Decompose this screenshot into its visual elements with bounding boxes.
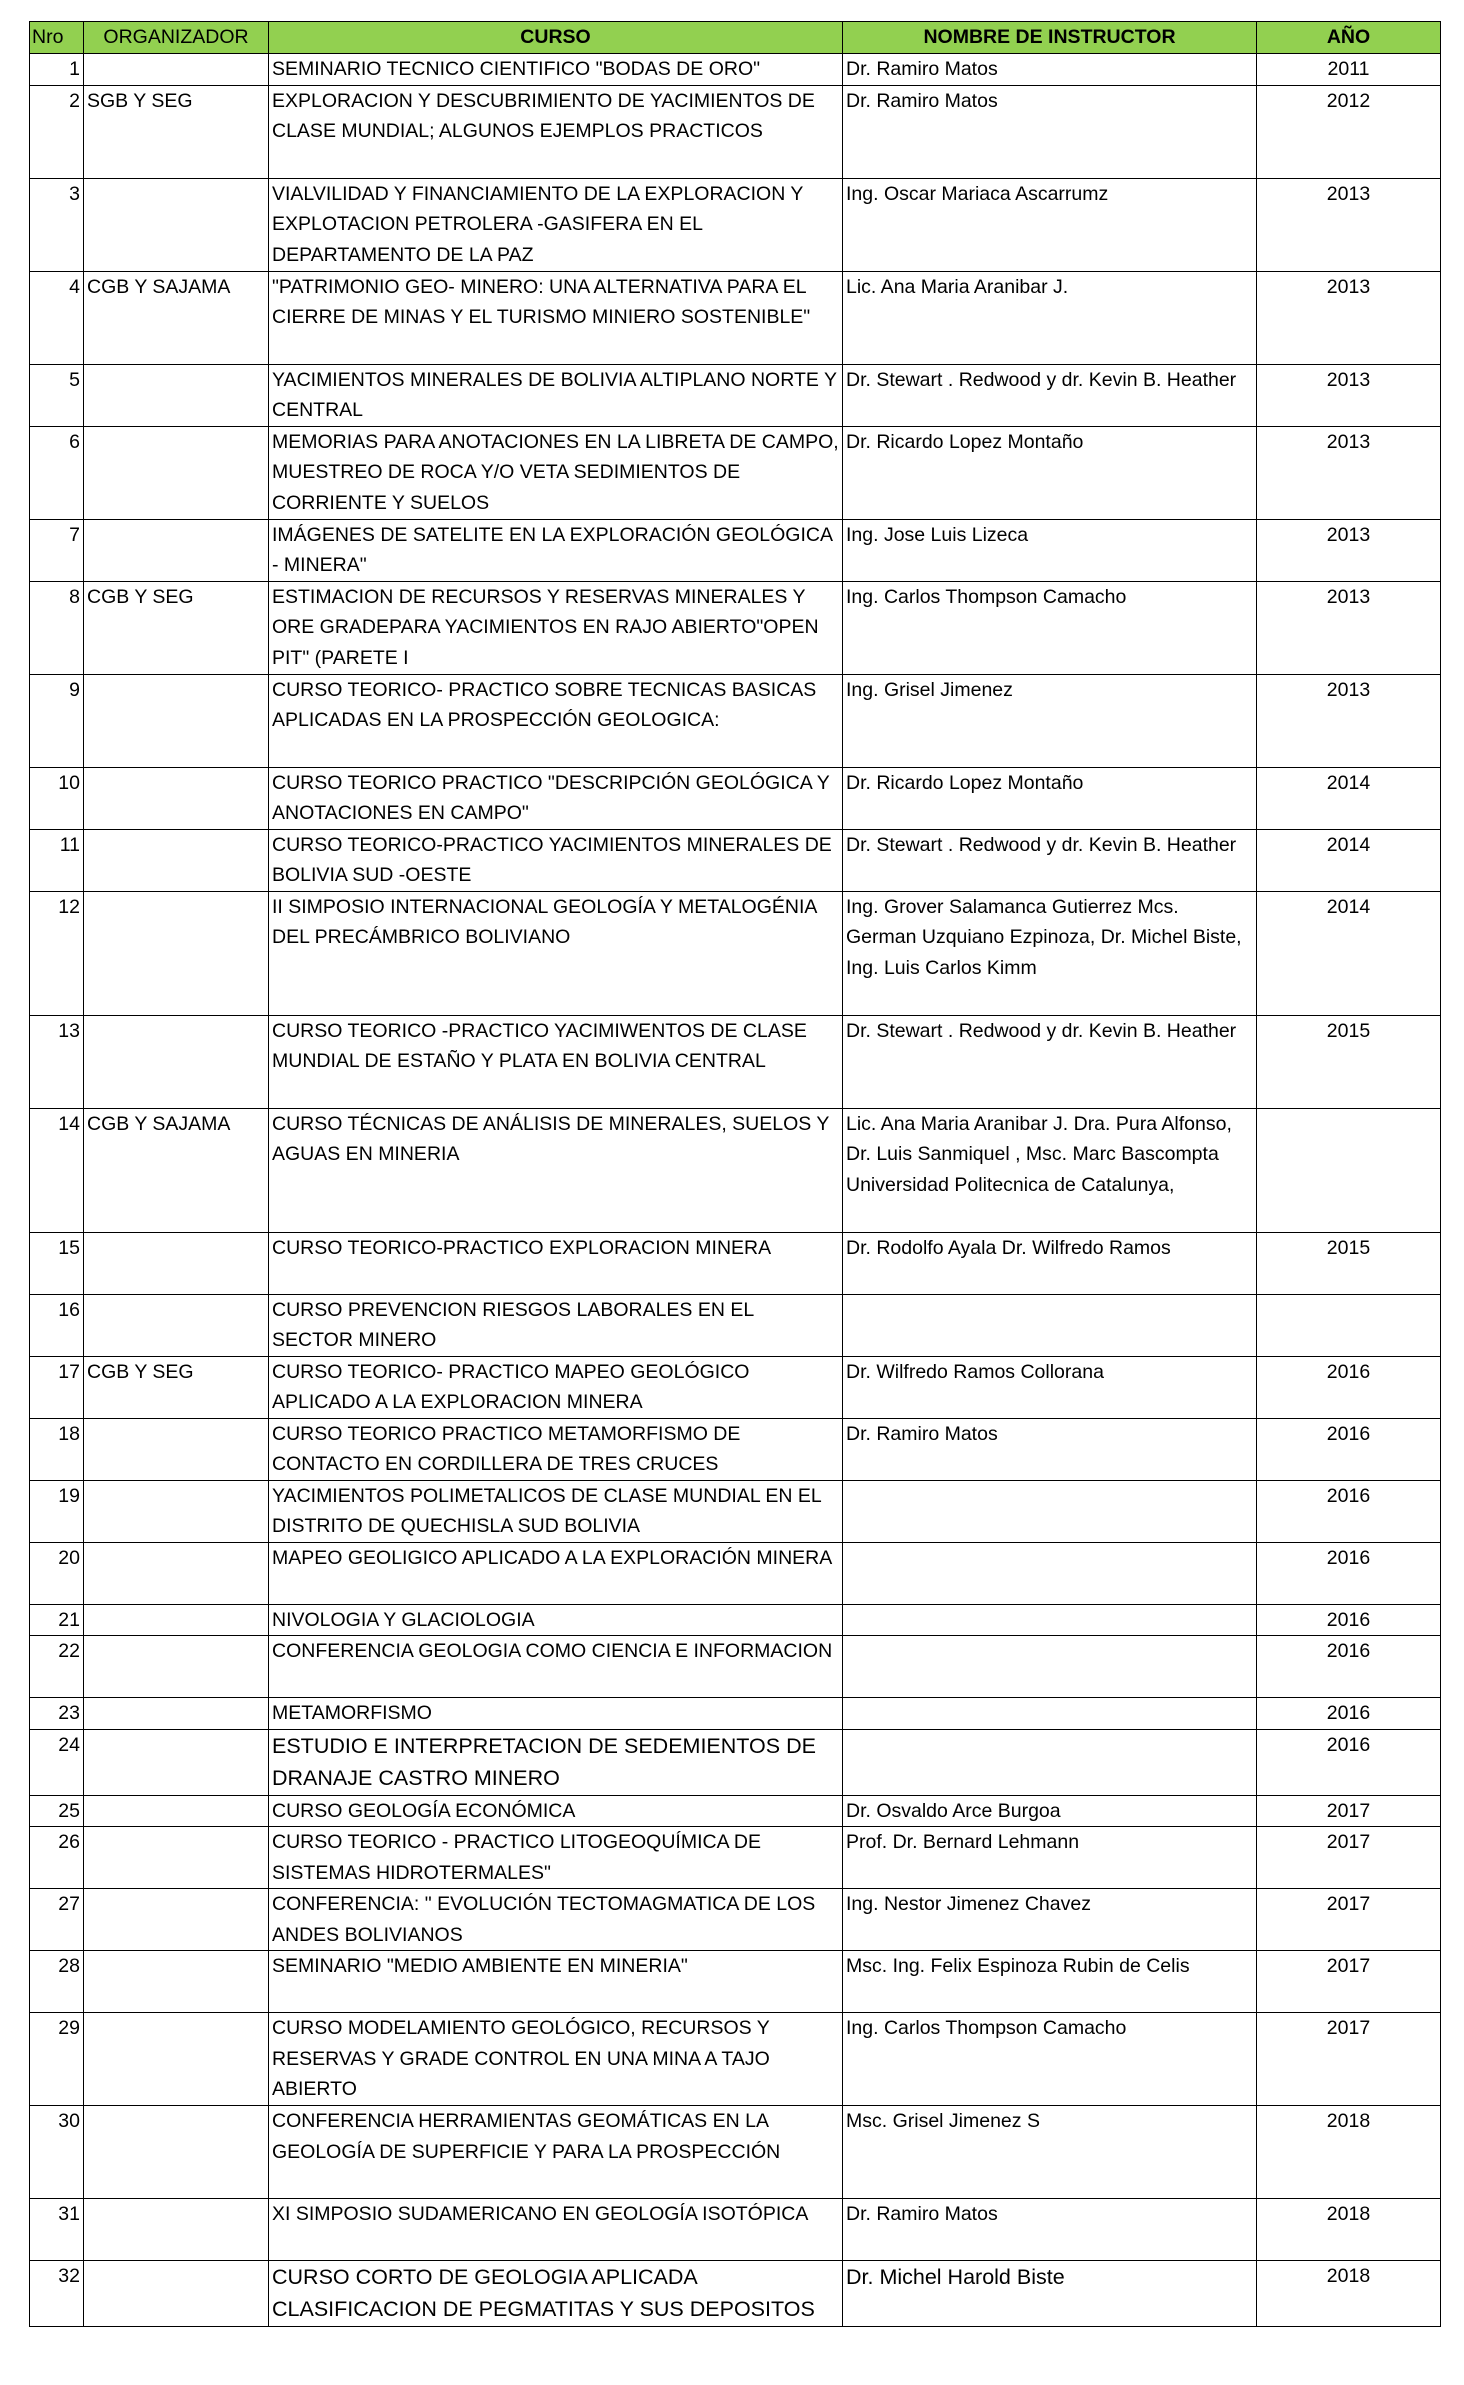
cell-instructor — [843, 1542, 1257, 1604]
cell-nro: 27 — [30, 1889, 84, 1951]
cell-nro: 12 — [30, 891, 84, 1015]
cell-instructor: Dr. Ricardo Lopez Montaño — [843, 767, 1257, 829]
cell-curso: II SIMPOSIO INTERNACIONAL GEOLOGÍA Y METALOGÉNIA DEL PRECÁMBRICO BOLIVIANO — [269, 891, 843, 1015]
cell-anio: 2011 — [1257, 54, 1441, 86]
table-row — [30, 1636, 1441, 1698]
cell-curso: VIALVILIDAD Y FINANCIAMIENTO DE LA EXPLORACION Y EXPLOTACION PETROLERA -GASIFERA EN EL DEPARTAMENTO DE LA PAZ — [269, 178, 843, 271]
table-row — [30, 54, 1441, 86]
cell-nro: 23 — [30, 1698, 84, 1730]
cell-organizador — [84, 1729, 269, 1795]
table-body — [30, 54, 1441, 2327]
cell-curso: CURSO PREVENCION RIESGOS LABORALES EN EL SECTOR MINERO — [269, 1294, 843, 1356]
cell-nro: 26 — [30, 1827, 84, 1889]
cell-curso: CURSO TEORICO-PRACTICO EXPLORACION MINERA — [269, 1232, 843, 1294]
cell-anio: 2017 — [1257, 1951, 1441, 2013]
cell-organizador: SGB Y SEG — [84, 85, 269, 178]
cell-curso: CURSO TEORICO-PRACTICO YACIMIENTOS MINERALES DE BOLIVIA SUD -OESTE — [269, 829, 843, 891]
cell-anio: 2018 — [1257, 2199, 1441, 2261]
cell-curso: CURSO GEOLOGÍA ECONÓMICA — [269, 1795, 843, 1827]
table-row — [30, 364, 1441, 426]
table-row — [30, 2261, 1441, 2327]
cell-curso: YACIMIENTOS POLIMETALICOS DE CLASE MUNDIAL EN EL DISTRITO DE QUECHISLA SUD BOLIVIA — [269, 1480, 843, 1542]
cell-anio: 2018 — [1257, 2261, 1441, 2327]
table-row — [30, 1108, 1441, 1232]
table-row — [30, 85, 1441, 178]
cell-organizador — [84, 1542, 269, 1604]
cell-instructor: Dr. Osvaldo Arce Burgoa — [843, 1795, 1257, 1827]
cell-instructor: Ing. Nestor Jimenez Chavez — [843, 1889, 1257, 1951]
cell-instructor: Ing. Carlos Thompson Camacho — [843, 2013, 1257, 2106]
cell-organizador — [84, 426, 269, 519]
cell-organizador: CGB Y SAJAMA — [84, 271, 269, 364]
cell-instructor — [843, 1698, 1257, 1730]
cell-curso: MAPEO GEOLIGICO APLICADO A LA EXPLORACIÓN MINERA — [269, 1542, 843, 1604]
cell-organizador — [84, 891, 269, 1015]
cell-organizador — [84, 829, 269, 891]
cell-anio: 2016 — [1257, 1636, 1441, 1698]
cell-anio: 2016 — [1257, 1542, 1441, 1604]
cell-organizador — [84, 2013, 269, 2106]
cell-organizador: CGB Y SEG — [84, 1356, 269, 1418]
cell-anio: 2014 — [1257, 767, 1441, 829]
cell-anio: 2014 — [1257, 829, 1441, 891]
cell-anio: 2017 — [1257, 1795, 1441, 1827]
table-row — [30, 1294, 1441, 1356]
table-row — [30, 1356, 1441, 1418]
table-row — [30, 271, 1441, 364]
cell-organizador — [84, 54, 269, 86]
cell-instructor: Msc. Grisel Jimenez S — [843, 2106, 1257, 2199]
cell-anio: 2016 — [1257, 1604, 1441, 1636]
cell-nro: 17 — [30, 1356, 84, 1418]
cell-instructor: Prof. Dr. Bernard Lehmann — [843, 1827, 1257, 1889]
cell-anio: 2013 — [1257, 519, 1441, 581]
cell-organizador — [84, 2199, 269, 2261]
cell-curso: CURSO TEORICO- PRACTICO MAPEO GEOLÓGICO APLICADO A LA EXPLORACION MINERA — [269, 1356, 843, 1418]
cell-nro: 6 — [30, 426, 84, 519]
cell-organizador — [84, 1015, 269, 1108]
header-instructor: NOMBRE DE INSTRUCTOR — [843, 22, 1257, 54]
cell-nro: 22 — [30, 1636, 84, 1698]
cell-curso: CURSO TEORICO -PRACTICO YACIMIWENTOS DE CLASE MUNDIAL DE ESTAÑO Y PLATA EN BOLIVIA CENTRAL — [269, 1015, 843, 1108]
table-row — [30, 891, 1441, 1015]
cell-curso: XI SIMPOSIO SUDAMERICANO EN GEOLOGÍA ISOTÓPICA — [269, 2199, 843, 2261]
cell-organizador — [84, 519, 269, 581]
cell-instructor: Dr. Wilfredo Ramos Collorana — [843, 1356, 1257, 1418]
cell-nro: 15 — [30, 1232, 84, 1294]
table-row — [30, 426, 1441, 519]
cell-curso: SEMINARIO "MEDIO AMBIENTE EN MINERIA" — [269, 1951, 843, 2013]
cell-anio: 2013 — [1257, 364, 1441, 426]
cell-nro: 10 — [30, 767, 84, 829]
cell-anio: 2016 — [1257, 1418, 1441, 1480]
cell-organizador — [84, 178, 269, 271]
cell-curso: CONFERENCIA: " EVOLUCIÓN TECTOMAGMATICA DE LOS ANDES BOLIVIANOS — [269, 1889, 843, 1951]
cell-anio: 2013 — [1257, 674, 1441, 767]
cell-instructor: Dr. Michel Harold Biste — [843, 2261, 1257, 2327]
cell-nro: 3 — [30, 178, 84, 271]
cell-anio: 2014 — [1257, 891, 1441, 1015]
courses-table — [29, 21, 1441, 2327]
cell-nro: 8 — [30, 581, 84, 674]
cell-curso: CURSO TEORICO- PRACTICO SOBRE TECNICAS BASICAS APLICADAS EN LA PROSPECCIÓN GEOLOGICA: — [269, 674, 843, 767]
cell-organizador — [84, 1698, 269, 1730]
cell-nro: 1 — [30, 54, 84, 86]
table-row — [30, 1480, 1441, 1542]
cell-nro: 29 — [30, 2013, 84, 2106]
table-row — [30, 1232, 1441, 1294]
cell-curso: CURSO TEORICO - PRACTICO LITOGEOQUÍMICA DE SISTEMAS HIDROTERMALES" — [269, 1827, 843, 1889]
table-row — [30, 767, 1441, 829]
cell-anio — [1257, 1294, 1441, 1356]
table-row — [30, 1729, 1441, 1795]
table-row — [30, 1604, 1441, 1636]
header-anio: AÑO — [1257, 22, 1441, 54]
cell-curso: NIVOLOGIA Y GLACIOLOGIA — [269, 1604, 843, 1636]
cell-anio: 2016 — [1257, 1729, 1441, 1795]
cell-anio: 2012 — [1257, 85, 1441, 178]
cell-nro: 19 — [30, 1480, 84, 1542]
cell-curso: ESTIMACION DE RECURSOS Y RESERVAS MINERALES Y ORE GRADEPARA YACIMIENTOS EN RAJO ABIERTO"OPEN PIT" (PARETE I — [269, 581, 843, 674]
cell-organizador — [84, 1827, 269, 1889]
cell-curso: METAMORFISMO — [269, 1698, 843, 1730]
cell-organizador — [84, 1418, 269, 1480]
cell-instructor: Dr. Ramiro Matos — [843, 54, 1257, 86]
header-organizador: ORGANIZADOR — [84, 22, 269, 54]
table-row — [30, 2013, 1441, 2106]
cell-curso: SEMINARIO TECNICO CIENTIFICO "BODAS DE ORO" — [269, 54, 843, 86]
cell-nro: 32 — [30, 2261, 84, 2327]
cell-curso: EXPLORACION Y DESCUBRIMIENTO DE YACIMIENTOS DE CLASE MUNDIAL; ALGUNOS EJEMPLOS PRACTICOS — [269, 85, 843, 178]
cell-nro: 30 — [30, 2106, 84, 2199]
cell-nro: 11 — [30, 829, 84, 891]
cell-organizador — [84, 364, 269, 426]
cell-anio: 2013 — [1257, 581, 1441, 674]
cell-organizador — [84, 1480, 269, 1542]
cell-organizador — [84, 2261, 269, 2327]
cell-curso: "PATRIMONIO GEO- MINERO: UNA ALTERNATIVA PARA EL CIERRE DE MINAS Y EL TURISMO MINIERO SOSTENIBLE" — [269, 271, 843, 364]
cell-nro: 9 — [30, 674, 84, 767]
cell-curso: CONFERENCIA HERRAMIENTAS GEOMÁTICAS EN LA GEOLOGÍA DE SUPERFICIE Y PARA LA PROSPECCIÓN — [269, 2106, 843, 2199]
cell-instructor: Ing. Grover Salamanca Gutierrez Mcs. German Uzquiano Ezpinoza, Dr. Michel Biste, Ing. Luis Carlos Kimm — [843, 891, 1257, 1015]
cell-instructor: Lic. Ana Maria Aranibar J. Dra. Pura Alfonso, Dr. Luis Sanmiquel , Msc. Marc Bascompta Universidad Politecnica de Catalunya, — [843, 1108, 1257, 1232]
cell-curso: CURSO MODELAMIENTO GEOLÓGICO, RECURSOS Y RESERVAS Y GRADE CONTROL EN UNA MINA A TAJO ABIERTO — [269, 2013, 843, 2106]
cell-instructor: Dr. Ramiro Matos — [843, 2199, 1257, 2261]
cell-curso: CURSO CORTO DE GEOLOGIA APLICADA CLASIFICACION DE PEGMATITAS Y SUS DEPOSITOS — [269, 2261, 843, 2327]
cell-instructor: Dr. Stewart . Redwood y dr. Kevin B. Heather — [843, 829, 1257, 891]
cell-curso: YACIMIENTOS MINERALES DE BOLIVIA ALTIPLANO NORTE Y CENTRAL — [269, 364, 843, 426]
cell-curso: CONFERENCIA GEOLOGIA COMO CIENCIA E INFORMACION — [269, 1636, 843, 1698]
table-row — [30, 1698, 1441, 1730]
cell-instructor — [843, 1636, 1257, 1698]
cell-nro: 4 — [30, 271, 84, 364]
cell-instructor: Dr. Ramiro Matos — [843, 85, 1257, 178]
cell-instructor — [843, 1294, 1257, 1356]
cell-nro: 13 — [30, 1015, 84, 1108]
table-row — [30, 1015, 1441, 1108]
cell-instructor: Msc. Ing. Felix Espinoza Rubin de Celis — [843, 1951, 1257, 2013]
cell-curso: IMÁGENES DE SATELITE EN LA EXPLORACIÓN GEOLÓGICA - MINERA" — [269, 519, 843, 581]
cell-instructor — [843, 1480, 1257, 1542]
table-header — [30, 22, 1441, 54]
cell-organizador: CGB Y SEG — [84, 581, 269, 674]
cell-anio: 2017 — [1257, 1827, 1441, 1889]
table-row — [30, 1889, 1441, 1951]
cell-instructor: Ing. Grisel Jimenez — [843, 674, 1257, 767]
cell-nro: 25 — [30, 1795, 84, 1827]
cell-nro: 31 — [30, 2199, 84, 2261]
cell-curso: CURSO TEORICO PRACTICO METAMORFISMO DE CONTACTO EN CORDILLERA DE TRES CRUCES — [269, 1418, 843, 1480]
header-curso: CURSO — [269, 22, 843, 54]
header-row — [30, 22, 1441, 54]
cell-anio: 2015 — [1257, 1232, 1441, 1294]
cell-organizador — [84, 1294, 269, 1356]
cell-organizador — [84, 1951, 269, 2013]
cell-organizador — [84, 1604, 269, 1636]
cell-organizador — [84, 1232, 269, 1294]
cell-nro: 16 — [30, 1294, 84, 1356]
cell-organizador — [84, 1795, 269, 1827]
cell-curso: CURSO TÉCNICAS DE ANÁLISIS DE MINERALES, SUELOS Y AGUAS EN MINERIA — [269, 1108, 843, 1232]
table-row — [30, 1418, 1441, 1480]
cell-instructor: Lic. Ana Maria Aranibar J. — [843, 271, 1257, 364]
cell-anio: 2016 — [1257, 1356, 1441, 1418]
cell-nro: 21 — [30, 1604, 84, 1636]
cell-curso: MEMORIAS PARA ANOTACIONES EN LA LIBRETA DE CAMPO, MUESTREO DE ROCA Y/O VETA SEDIMIENTOS DE CORRIENTE Y SUELOS — [269, 426, 843, 519]
cell-instructor: Dr. Ricardo Lopez Montaño — [843, 426, 1257, 519]
cell-organizador — [84, 1636, 269, 1698]
cell-anio: 2013 — [1257, 178, 1441, 271]
cell-anio: 2018 — [1257, 2106, 1441, 2199]
table-row — [30, 2199, 1441, 2261]
cell-nro: 24 — [30, 1729, 84, 1795]
cell-anio — [1257, 1108, 1441, 1232]
cell-organizador — [84, 1889, 269, 1951]
cell-instructor: Dr. Rodolfo Ayala Dr. Wilfredo Ramos — [843, 1232, 1257, 1294]
cell-organizador — [84, 2106, 269, 2199]
cell-instructor: Ing. Oscar Mariaca Ascarrumz — [843, 178, 1257, 271]
cell-nro: 28 — [30, 1951, 84, 2013]
cell-organizador — [84, 767, 269, 829]
cell-nro: 18 — [30, 1418, 84, 1480]
table-row — [30, 519, 1441, 581]
cell-anio: 2013 — [1257, 271, 1441, 364]
cell-instructor: Dr. Stewart . Redwood y dr. Kevin B. Heather — [843, 1015, 1257, 1108]
cell-nro: 2 — [30, 85, 84, 178]
table-row — [30, 1951, 1441, 2013]
cell-instructor: Dr. Ramiro Matos — [843, 1418, 1257, 1480]
cell-nro: 7 — [30, 519, 84, 581]
cell-anio: 2017 — [1257, 2013, 1441, 2106]
cell-nro: 14 — [30, 1108, 84, 1232]
table-row — [30, 581, 1441, 674]
cell-anio: 2017 — [1257, 1889, 1441, 1951]
cell-nro: 5 — [30, 364, 84, 426]
header-nro: Nro — [30, 22, 84, 54]
cell-anio: 2016 — [1257, 1480, 1441, 1542]
cell-instructor: Dr. Stewart . Redwood y dr. Kevin B. Heather — [843, 364, 1257, 426]
cell-curso: CURSO TEORICO PRACTICO "DESCRIPCIÓN GEOLÓGICA Y ANOTACIONES EN CAMPO" — [269, 767, 843, 829]
table-row — [30, 178, 1441, 271]
cell-anio: 2013 — [1257, 426, 1441, 519]
table-row — [30, 1795, 1441, 1827]
cell-instructor: Ing. Jose Luis Lizeca — [843, 519, 1257, 581]
table-row — [30, 1827, 1441, 1889]
cell-organizador: CGB Y SAJAMA — [84, 1108, 269, 1232]
table-row — [30, 2106, 1441, 2199]
table-row — [30, 1542, 1441, 1604]
cell-curso: ESTUDIO E INTERPRETACION DE SEDEMIENTOS DE DRANAJE CASTRO MINERO — [269, 1729, 843, 1795]
cell-instructor — [843, 1604, 1257, 1636]
cell-instructor — [843, 1729, 1257, 1795]
table-row — [30, 829, 1441, 891]
cell-nro: 20 — [30, 1542, 84, 1604]
table-row — [30, 674, 1441, 767]
cell-anio: 2015 — [1257, 1015, 1441, 1108]
cell-instructor: Ing. Carlos Thompson Camacho — [843, 581, 1257, 674]
cell-anio: 2016 — [1257, 1698, 1441, 1730]
cell-organizador — [84, 674, 269, 767]
